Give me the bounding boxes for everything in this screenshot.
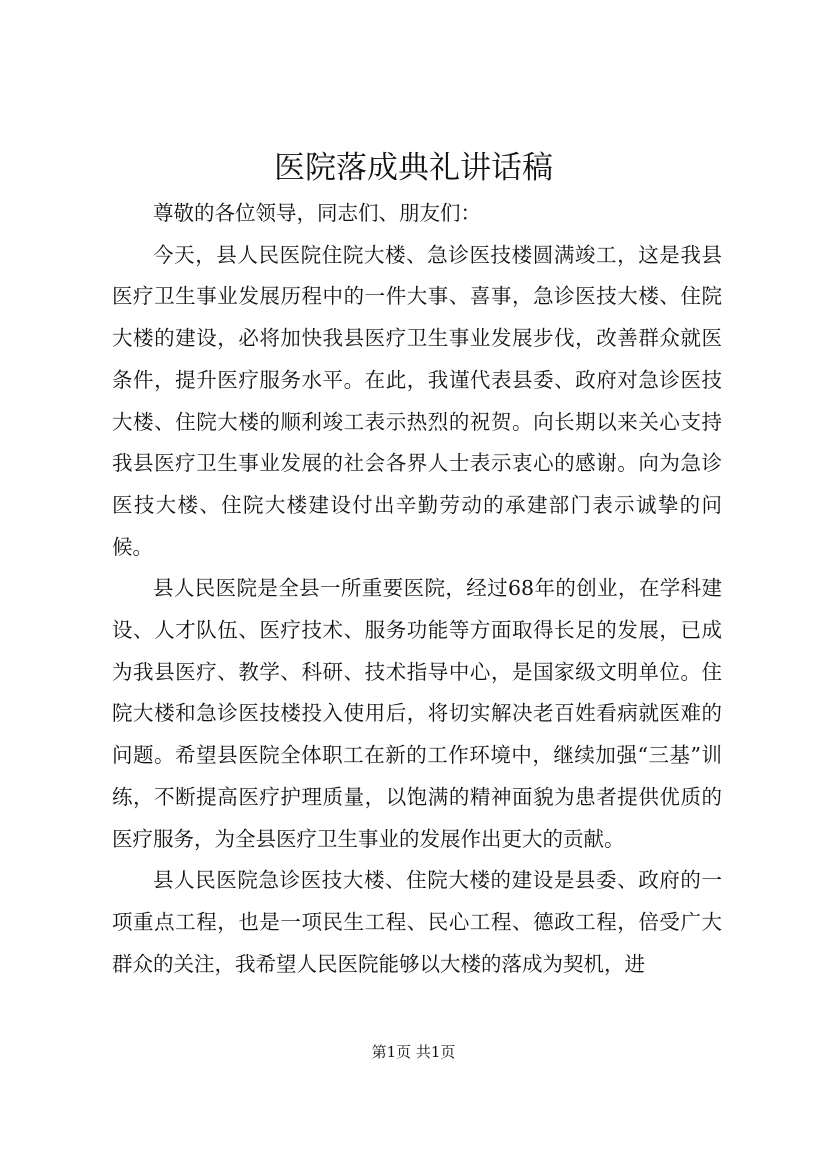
page-footer: 第1页 共1页 — [371, 1043, 456, 1061]
paragraph: 县人民医院急诊医技大楼、住院大楼的建设是县委、政府的一项重点工程，也是一项民生工程、民心工程、德政工程，倍受广大群众的关注，我希望人民医院能够以大楼的落成为契机，进 — [112, 868, 722, 976]
salutation: 尊敬的各位领导，同志们、朋友们： — [153, 201, 481, 225]
paragraph: 县人民医院是全县一所重要医院，经过68年的创业，在学科建设、人才队伍、医疗技术、服务功能等方面取得长足的发展，已成为我县医疗、教学、科研、技术指导中心，是国家级文明单位。住院大楼和急诊医技楼投入使用后，将切实解决老百姓看病就医难的问题。希望县医院全体职工在新的工作环境中，继续加强“三基”训练，不断提高医疗护理质量，以饱满的精神面貌为患者提供优质的医疗服务，为全县医疗卫生事业的发展作出更大的贡献。 — [112, 576, 722, 851]
document-body — [112, 193, 722, 985]
paragraph: 今天，县人民医院住院大楼、急诊医技楼圆满竣工，这是我县医疗卫生事业发展历程中的一件大事、喜事，急诊医技大楼、住院大楼的建设，必将加快我县医疗卫生事业发展步伐，改善群众就医条件，提升医疗服务水平。在此，我谨代表县委、政府对急诊医技大楼、住院大楼的顺利竣工表示热烈的祝贺。向长期以来关心支持我县医疗卫生事业发展的社会各界人士表示衷心的感谢。向为急诊医技大楼、住院大楼建设付出辛勤劳动的承建部门表示诚挚的问候。 — [112, 242, 722, 559]
document-title: 医院落成典礼讲话稿 — [274, 150, 553, 186]
